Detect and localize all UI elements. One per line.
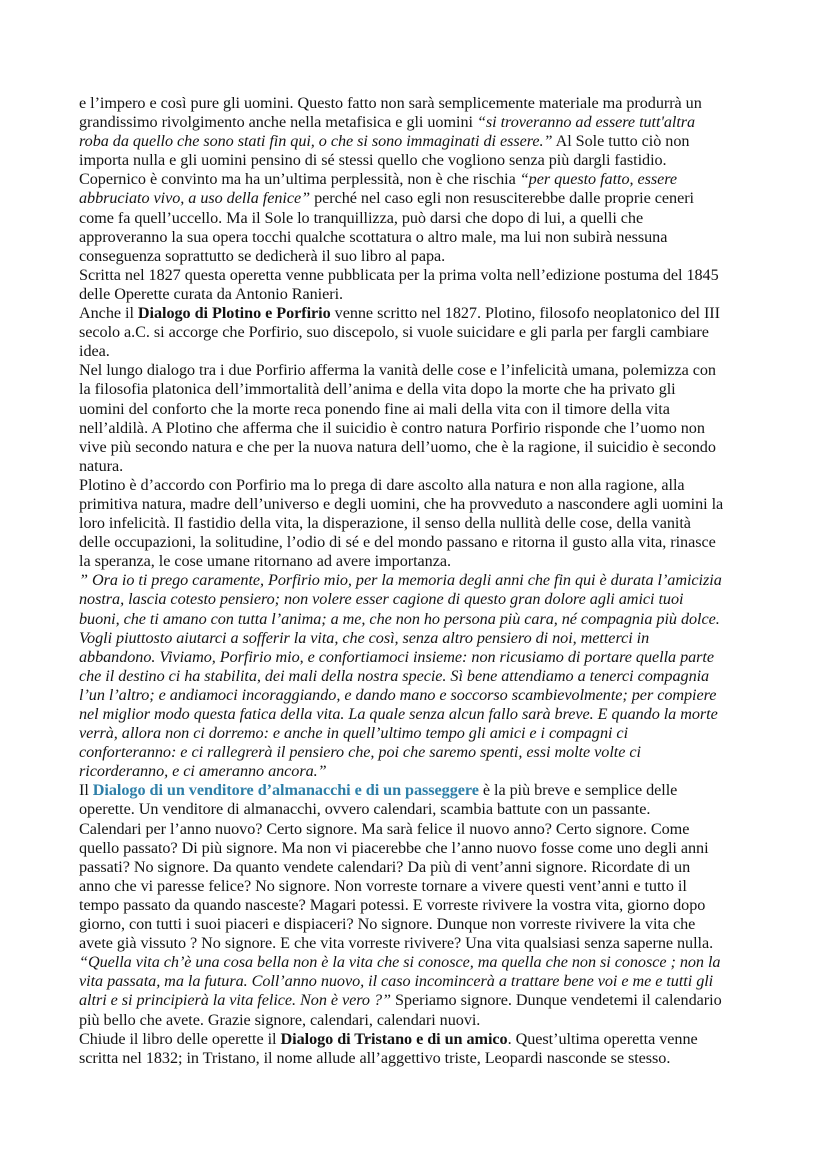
text-line: [79, 705, 769, 724]
text-run: Scritta nel 1827 questa operetta venne pubblicata per la prima volta nell’edizione postuma del 1845: [79, 265, 719, 284]
italic-quote: vita passata, ma la futura. Coll’anno nuovo, il caso incomincerà a trattare bene voi e me e tutti gli: [79, 972, 714, 991]
text-line: [79, 113, 769, 132]
text-run: la speranza, le cose umane ritornano ad avere importanza.: [79, 552, 451, 571]
text-line: [79, 209, 769, 228]
text-line: [79, 476, 769, 495]
text-line: [79, 380, 769, 399]
text-line: [79, 400, 769, 419]
italic-quote: Vogli piuttosto aiutarci a sofferir la vita, che così, senza altro pensiero di noi, metterci in: [79, 628, 650, 647]
text-line: [79, 514, 769, 533]
text-line: [79, 896, 769, 915]
text-line: [79, 858, 769, 877]
text-run: Nel lungo dialogo tra i due Porfirio afferma la vanità delle cose e l’infelicità umana, polemizza con: [79, 361, 716, 380]
text-run: delle occupazioni, la solitudine, l’odio di sé e del mondo passano e ritorna il gusto alla vita, rinasce: [79, 533, 716, 552]
italic-quote: verrà, allora non ci dorremo: e anche in quell’ultimo tempo gli amici e i compagni ci: [79, 724, 629, 743]
text-run: loro infelicità. Il fastidio della vita, la disperazione, il senso della nullità delle cose, della vanità: [79, 514, 691, 533]
text-run: delle Operette curata da Antonio Ranieri.: [79, 284, 344, 303]
text-line: [79, 189, 769, 208]
text-line: [79, 686, 769, 705]
text-run: scritta nel 1832; in Tristano, il nome allude all’aggettivo triste, Leopardi nasconde se stesso.: [79, 1048, 671, 1067]
text-run: passati? No signore. Da quanto vendete calendari? Da più di vent’anni signore. Ricordate di un: [79, 857, 691, 876]
text-line: [79, 132, 769, 151]
text-run: . Quest’ultima operetta venne: [507, 1029, 698, 1048]
text-line: [79, 151, 769, 170]
text-run: Speriamo signore. Dunque vendetemi il calendario: [390, 991, 722, 1010]
italic-quote: ” Ora io ti prego caramente, Porfirio mio, per la memoria degli anni che fin qui è durata l’amicizia: [79, 571, 722, 590]
text-line: [79, 247, 769, 266]
text-run: perché nel caso egli non resusciterebbe dalle proprie ceneri: [310, 189, 694, 208]
text-run: è la più breve e semplice delle: [478, 781, 678, 800]
text-run: come fa quell’uccello. Ma il Sole lo tranquillizza, può darsi che dopo di lui, a quelli che: [79, 208, 644, 227]
text-line: [79, 762, 769, 781]
text-line: [79, 1011, 769, 1030]
text-run: e l’impero e così pure gli uomini. Questo fatto non sarà semplicemente materiale ma produrrà un: [79, 94, 702, 112]
text-run: la filosofia platonica dell’immortalità dell’anima e della vita dopo la morte che ha privato gli: [79, 380, 676, 399]
text-run: Al Sole tutto ciò non: [552, 132, 690, 151]
italic-quote: “Quella vita ch’è una cosa bella non è la vita che si conosce, ma quella che non si conosce ; non la: [79, 953, 721, 972]
text-run: Chiude il libro delle operette il: [79, 1029, 281, 1048]
italic-quote: che il destino ci ha stabilita, dei mali della nostra specie. Sì bene attendiamo a tenerci compagnia: [79, 666, 710, 685]
text-line: [79, 934, 769, 953]
italic-quote: “si troveranno ad essere tutt'altra: [476, 113, 696, 132]
text-run: quello passato? Di più signore. Ma non vi piacerebbe che l’anno nuovo fosse come uno degli anni: [79, 838, 709, 857]
italic-quote: “per questo fatto, essere: [519, 170, 678, 189]
text-run: secolo a.C. si accorge che Porfirio, suo discepolo, si vuole suicidare e gli parla per fargli cambiare: [79, 323, 709, 342]
text-line: [79, 457, 769, 476]
text-run: primitiva natura, madre dell’universo e degli uomini, che ha provveduto a nascondere agli uomini la: [79, 494, 724, 513]
text-run: conseguenza soprattutto se dedicherà il suo libro al papa.: [79, 246, 446, 265]
text-run: anno che vi paresse felice? No signore. Non vorreste tornare a vivere questi vent’anni e tutto il: [79, 876, 687, 895]
linked-title[interactable]: Dialogo di un venditore d’almanacchi e di un passeggere: [92, 781, 479, 800]
document-page: [79, 94, 769, 1068]
text-line: [79, 342, 769, 361]
text-run: uomini del conforto che la morte reca ponendo fine ai mali della vita con il timore della vita: [79, 399, 670, 418]
text-line: [79, 438, 769, 457]
text-line: [79, 285, 769, 304]
italic-quote: abbruciato vivo, a uso della fenice”: [79, 189, 311, 208]
text-line: [79, 170, 769, 189]
text-line: [79, 304, 769, 323]
text-line: [79, 419, 769, 438]
text-run: nell’aldilà. A Plotino che afferma che il suicidio è contro natura Porfirio risponde che l’uomo non: [79, 418, 705, 437]
text-line: [79, 820, 769, 839]
italic-quote: ricorderanno, e ci ameranno ancora.”: [79, 762, 327, 781]
text-line: [79, 629, 769, 648]
text-line: [79, 323, 769, 342]
text-line: [79, 648, 769, 667]
italic-quote: nostra, lascia cotesto pensiero; non volere esser cagione di questo gran dolore agli amici tuoi: [79, 590, 684, 609]
text-line: [79, 533, 769, 552]
italic-quote: conforteranno: e ci rallegrerà il pensiero che, poi che saremo spenti, essi molte volte ci: [79, 743, 641, 762]
italic-quote: l’un l’altro; e andiamoci incoraggiando, e dando mano e soccorso scambievolmente; per compiere: [79, 685, 717, 704]
text-run: operette. Un venditore di almanacchi, ovvero calendari, scambia battute con un passante.: [79, 800, 651, 819]
text-run: Calendari per l’anno nuovo? Certo signore. Ma sarà felice il nuovo anno? Certo signore. Come: [79, 819, 690, 838]
text-line: [79, 610, 769, 629]
text-line: [79, 667, 769, 686]
text-line: [79, 590, 769, 609]
text-run: importa nulla e gli uomini pensino di sé stessi quello che vogliono senza più dargli fastidio.: [79, 151, 667, 170]
text-line: [79, 94, 769, 113]
text-run: vive più secondo natura e che per la nuova natura dell’uomo, che è la ragione, il suicidio è secondo: [79, 437, 716, 456]
text-run: avete già vissuto ? No signore. E che vita vorreste rivivere? Una vita qualsiasi senza saperne nulla.: [79, 934, 714, 953]
bold-title: Dialogo di Plotino e Porfirio: [137, 304, 331, 323]
text-line: [79, 266, 769, 285]
text-line: [79, 495, 769, 514]
text-run: Il: [79, 781, 93, 800]
text-line: [79, 361, 769, 380]
text-run: Copernico è convinto ma ha un’ultima perplessità, non è che rischia: [79, 170, 520, 189]
text-run: più bello che avete. Grazie signore, calendari, calendari nuovi.: [79, 1010, 481, 1029]
text-line: [79, 571, 769, 590]
text-run: venne scritto nel 1827. Plotino, filosofo neoplatonico del III: [330, 304, 720, 323]
text-run: giorno, con tutti i suoi piaceri e dispiaceri? No signore. Dunque non vorreste rivivere la vita che: [79, 915, 696, 934]
italic-quote: nel miglior modo questa fatica della vita. La quale senza alcun fallo sarà breve. E quando la morte: [79, 705, 718, 723]
text-line: [79, 743, 769, 762]
italic-quote: roba da quello che sono stati fin qui, o che si sono immaginati di essere.”: [79, 132, 553, 151]
text-run: tempo passato da quando nasceste? Magari potessi. E vorreste rivivere la vostra vita, giorno dopo: [79, 895, 706, 914]
text-run: Plotino è d’accordo con Porfirio ma lo prega di dare ascolto alla natura e non alla ragione, alla: [79, 475, 685, 494]
text-run: grandissimo rivolgimento anche nella metafisica e gli uomini: [79, 113, 477, 132]
text-run: natura.: [79, 456, 124, 475]
text-line: [79, 991, 769, 1010]
text-run: idea.: [79, 342, 110, 361]
italic-quote: altri e si principierà la vita felice. Non è vero ?”: [79, 991, 391, 1010]
text-line: [79, 800, 769, 819]
text-line: [79, 724, 769, 743]
text-line: [79, 877, 769, 896]
text-run: Anche il: [79, 304, 138, 323]
text-line: [79, 228, 769, 247]
text-line: [79, 972, 769, 991]
text-line: [79, 953, 769, 972]
text-line: [79, 839, 769, 858]
text-line: [79, 552, 769, 571]
italic-quote: abbandono. Viviamo, Porfirio mio, e confortiamoci insieme: non ricusiamo di portare quella parte: [79, 647, 714, 666]
text-line: [79, 1049, 769, 1068]
text-line: [79, 915, 769, 934]
text-run: approveranno la sua opera tocchi qualche scottatura o altro male, ma lui non subirà nessuna: [79, 227, 668, 246]
text-line: [79, 1030, 769, 1049]
italic-quote: buoni, che ti amano con tutta l’anima; a me, che non ho persona più cara, né compagnia più dolce.: [79, 609, 720, 628]
text-line: [79, 781, 769, 800]
bold-title: Dialogo di Tristano e di un amico: [280, 1029, 508, 1048]
